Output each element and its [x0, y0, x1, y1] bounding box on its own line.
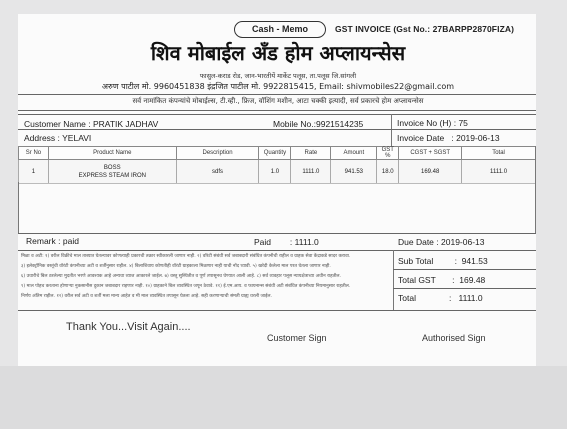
remark-label: Remark : [26, 236, 61, 246]
customer-name-row [24, 119, 158, 129]
subtotal-row [398, 256, 488, 266]
due-date-row [398, 237, 485, 247]
divider [18, 129, 536, 130]
paid-amount: 1111.0 [294, 237, 319, 247]
invoice-date-row [397, 133, 500, 143]
grand-total-row [398, 293, 483, 303]
col-header-cgst-sgst: CGST + SGST [399, 147, 462, 160]
divider [18, 110, 536, 111]
divider [18, 233, 536, 234]
col-header-sr: Sr No [19, 147, 49, 160]
authorised-sign: Authorised Sign [422, 333, 486, 343]
terms-and-conditions [21, 252, 391, 302]
subtotal-value: 941.53 [461, 256, 488, 266]
col-header-description: Description [176, 147, 259, 160]
terms-line: ९) माल पोहच करताना होणाऱ्या नुकसानीस दुकान जबाबदार राहणार नाही. १०) ग्राहकाने बिल व्यवस्थित जपून ठेवावे. ११) ई.एम.आय. व फायनान्स संबंधी अटी संबंधित कंपनीच्या नियमानुसार राहतील. [21, 284, 351, 289]
customer-name-label: Customer Name : [24, 119, 91, 129]
product-brand: BOSS [103, 164, 121, 171]
divider [18, 310, 536, 311]
divider [18, 94, 536, 95]
invoice-no-row [397, 118, 468, 128]
divider [393, 269, 536, 270]
cell-amount: 941.53 [331, 160, 377, 184]
col-header-gst: GST % [377, 147, 399, 160]
divider [535, 146, 536, 233]
terms-line: मिळा व अटी: १) वरील विक्रीचे माल ताब्यात घेतल्यावर कोणत्याही प्रकारची तक्रार स्वीकारली जाणार नाही. २) वॉरंटी संबंधी सर्व जबाबदारी संबंधित कंपनीची राहील व ग्राहक सेवा केंद्राकडे सादर करावा. [21, 254, 351, 259]
total-gst-label: Total GST [398, 275, 436, 285]
grand-total-sep: : [449, 293, 452, 303]
address-row [24, 133, 91, 143]
remark: paid [62, 236, 79, 246]
divider [18, 182, 19, 233]
invoice-date-sep: : [451, 133, 454, 143]
invoice-no-sep: : [453, 118, 457, 128]
subtotal-sep: : [454, 256, 457, 266]
cash-memo-badge: Cash - Memo [234, 21, 326, 38]
mobile-label: Mobile No.: [273, 119, 316, 129]
col-header-total: Total [462, 147, 536, 160]
grand-total-value: 1111.0 [458, 293, 483, 303]
col-header-quantity: Quantity [259, 147, 291, 160]
cell-total: 1111.0 [462, 160, 536, 184]
cell-sr: 1 [19, 160, 49, 184]
shop-tagline: सर्व नामांकित कंपन्यांचे मोबाईल्स, टी.व्ही., फ्रिज, वॉशिंग मशीन, आटा चक्की इत्यादी, सर्व प्रकारचे होम अप्लायन्सेस [132, 97, 424, 105]
cell-description: sdfs [176, 160, 259, 184]
paid-label: Paid [254, 237, 272, 247]
divider [393, 288, 536, 289]
customer-name: PRATIK JADHAV [92, 119, 159, 129]
grand-total-label: Total [398, 293, 416, 303]
items-table [18, 146, 536, 184]
divider [391, 114, 392, 146]
col-header-rate: Rate [291, 147, 331, 160]
remark-row [26, 236, 79, 246]
terms-line: ६) उधारीचे बिल ठरलेल्या मुदतीत भरणे आवश्यक आहे अन्यथा व्याज आकारले जाईल. ७) वस्तू सुस्थितीत व पूर्ण तपासूनच घेण्यात आली आहे. ८) सर्व व्यवहार पलूस न्यायक्षेत्राच्या अधीन राहतील. [21, 274, 341, 279]
paid-row [254, 237, 319, 247]
table-header-row [19, 147, 536, 160]
mobile-row [273, 119, 363, 129]
terms-line: ३) इलेक्ट्रॉनिक वस्तूंची वॉरंटी कंपनीच्या अटी व शर्तीनुसार राहील. ४) बिलाशिवाय कोणतीही वॉरंटी ग्राहकाला मिळणार नाही याची नोंद घ्यावी. ५) खरेदी केलेला माल परत घेतला जाणार नाही. [21, 264, 331, 269]
mobile-number: 9921514235 [316, 119, 364, 129]
invoice-date-label: Invoice Date [397, 133, 445, 143]
customer-address: YELAVI [62, 133, 92, 143]
divider [18, 114, 536, 115]
invoice-document [18, 14, 536, 366]
address-label: Address : [24, 133, 60, 143]
thank-you-message: Thank You...Visit Again.... [66, 321, 191, 333]
table-row [19, 160, 536, 184]
divider [393, 250, 394, 310]
total-gst-value: 169.48 [459, 275, 486, 285]
product-name: EXPRESS STEAM IRON [78, 172, 146, 179]
due-date-label: Due Date : [398, 237, 439, 247]
cell-product [48, 160, 176, 184]
invoice-date: 2019-06-13 [456, 133, 500, 143]
invoice-no-label: Invoice No (H) [397, 118, 452, 128]
customer-sign: Customer Sign [267, 333, 327, 343]
divider [18, 250, 536, 251]
col-header-product: Product Name [48, 147, 176, 160]
due-date: 2019-06-13 [441, 237, 485, 247]
col-header-amount: Amount [331, 147, 377, 160]
cell-rate: 1111.0 [291, 160, 331, 184]
shop-address: फासुल-कराड रोड, जान-भारतीयें मार्केट पलूस, ता.पलूस जि.सांगली [199, 72, 357, 80]
background-strip [0, 366, 567, 429]
invoice-no: 75 [458, 118, 468, 128]
paid-sep: : [289, 237, 293, 247]
total-gst-row [398, 275, 485, 285]
terms-line: निर्णय अंतिम राहील. १२) वरील सर्व अटी व शर्ती मला मान्य आहेत व मी माल व्यवस्थित तपासून घेतला आहे. सही करणाऱ्याची संमती ग्राह्य धरली जाईल. [21, 294, 272, 299]
shop-name: शिव मोबाईल अँड होम अप्लायन्सेस [150, 41, 406, 65]
gst-invoice-heading: GST INVOICE (Gst No.: 27BARPP2870FIZA) [335, 24, 515, 34]
shop-contact: अरुण पाटील मो. 9960451838 इंद्रजित पाटील मो. 9922815415, Email: shivmobiles22@gmail.com [101, 82, 455, 91]
cell-gst: 18.0 [377, 160, 399, 184]
cell-quantity: 1.0 [259, 160, 291, 184]
cell-cgst-sgst: 169.48 [399, 160, 462, 184]
total-gst-sep: : [452, 275, 455, 285]
subtotal-label: Sub Total [398, 256, 434, 266]
